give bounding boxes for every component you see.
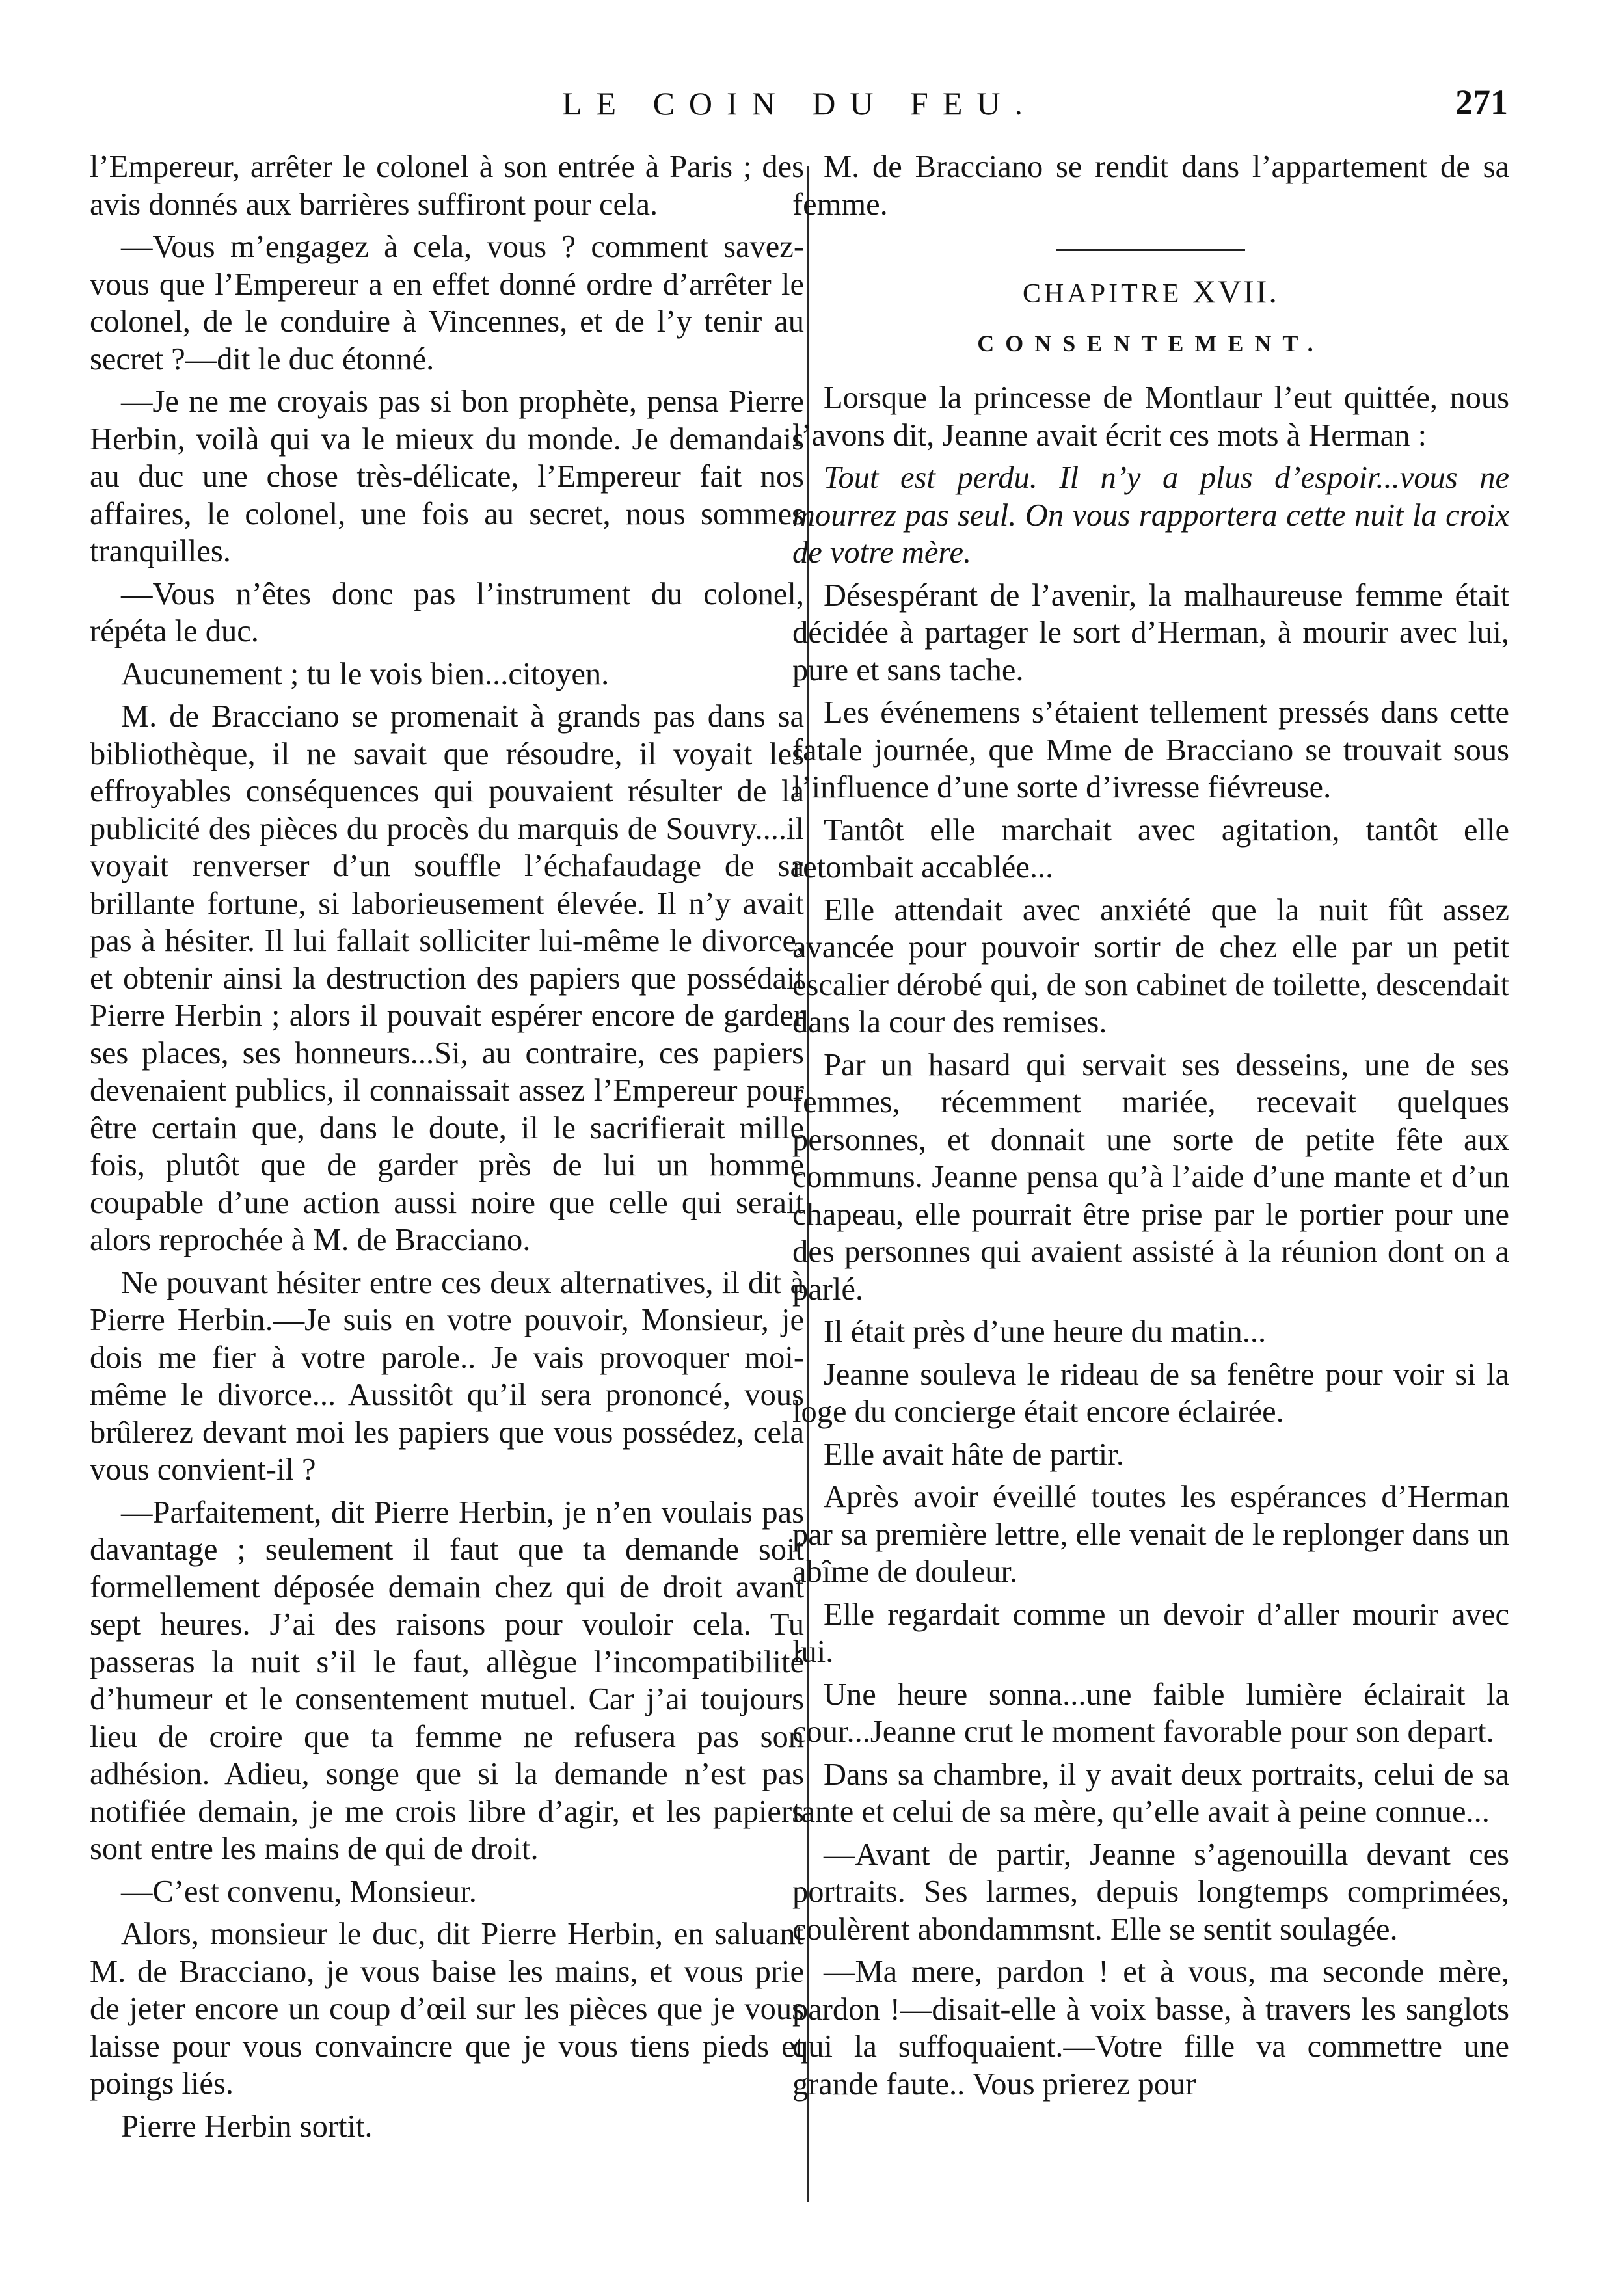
- letter-quote: Tout est perdu. Il n’y a plus d’espoir...vous ne mourrez pas seul. On vous rapportera cette nuit la croix de votre mère.: [792, 461, 1509, 570]
- paragraph: Tantôt elle marchait avec agitation, tantôt elle retombait accablée...: [792, 812, 1509, 885]
- paragraph: M. de Bracciano se rendit dans l’appartement de sa femme.: [792, 150, 1509, 222]
- paragraph: l’Empereur, arrêter le colonel à son entrée à Paris ; des avis donnés aux barrières suffiront pour cela.: [90, 150, 804, 222]
- page-header: [0, 77, 1599, 129]
- paragraph: —C’est convenu, Monsieur.: [121, 1874, 477, 1909]
- left-column: [90, 148, 804, 2150]
- paragraph: Il était près d’une heure du matin...: [824, 1315, 1267, 1349]
- paragraph: —Vous n’êtes donc pas l’instrument du colonel, répéta le duc.: [90, 576, 804, 648]
- paragraph: Alors, monsieur le duc, dit Pierre Herbin, en saluant M. de Bracciano, je vous baise les mains, et vous prie de jeter encore un coup d’œil sur les pièces que je vous laisse pour vous convaincre que je vous tiens pieds et poings liés.: [90, 1917, 804, 2101]
- paragraph: —Parfaitement, dit Pierre Herbin, je n’en voulais pas davantage ; seulement il faut que ta demande soit formellement déposée demain chez qui de droit avant sept heures. J’ai des raisons pour vouloir cela. Tu passeras la nuit s’il le faut, allègue l’incompatibilité d’humeur et le consentement mutuel. Car j’ai toujours lieu de croire que ta femme ne refusera pas son adhésion. Adieu, songe que si la demande n’est pas notifiée demain, je me crois libre d’agir, et les papiers sont entre les mains de qui de droit.: [90, 1495, 804, 1866]
- paragraph: Ne pouvant hésiter entre ces deux alternatives, il dit à Pierre Herbin.—Je suis en votre pouvoir, Monsieur, je dois me fier à votre parole.. Je vais provoquer moi-même le divorce... Aussitôt qu’il sera prononcé, vous brûlerez devant moi les papiers que vous possédez, cela vous convient-il ?: [90, 1265, 804, 1487]
- paragraph: Lorsque la princesse de Montlaur l’eut quittée, nous l’avons dit, Jeanne avait écrit ces mots à Herman :: [792, 380, 1509, 453]
- right-column: [792, 148, 1509, 2108]
- paragraph: Les événemens s’étaient tellement pressés dans cette fatale journée, que Mme de Bracciano se trouvait sous l’influence d’une sorte d’ivresse fiévreuse.: [792, 695, 1509, 805]
- paragraph: —Ma mere, pardon ! et à vous, ma seconde mère, pardon !—disait-elle à voix basse, à travers les sanglots qui la suffoquaient.—Votre fille va commettre une grande faute.. Vous prierez pour: [792, 1955, 1509, 2102]
- paragraph: Elle avait hâte de partir.: [824, 1437, 1124, 1472]
- paragraph: —Je ne me croyais pas si bon prophète, pensa Pierre Herbin, voilà qui va le mieux du monde. Je demandais au duc une chose très-délicate, l’Empereur fait nos affaires, le colonel, une fois au secret, nous sommes tranquilles.: [90, 384, 804, 568]
- paragraph: Elle attendait avec anxiété que la nuit fût assez avancée pour pouvoir sortir de chez elle par un petit escalier dérobé qui, de son cabinet de toilette, descendait dans la cour des remises.: [792, 892, 1509, 1039]
- paragraph: Aucunement ; tu le vois bien...citoyen.: [121, 656, 610, 691]
- paragraph: —Avant de partir, Jeanne s’agenouilla devant ces portraits. Ses larmes, depuis longtemps comprimées, coulèrent abondammsnt. Elle se sentit soulagée.: [792, 1837, 1509, 1947]
- paragraph: —Vous m’engagez à cela, vous ? comment savez-vous que l’Empereur a en effet donné ordre d’arrêter le colonel, de le conduire à Vincennes, et de l’y tenir au secret ?—dit le duc étonné.: [90, 230, 804, 377]
- paragraph: Elle regardait comme un devoir d’aller mourir avec lui.: [792, 1597, 1509, 1669]
- chapter-number: XVII.: [1192, 273, 1279, 310]
- chapter-heading: [792, 273, 1509, 314]
- paragraph: Par un hasard qui servait ses desseins, une de ses femmes, récemment mariée, recevait quelques personnes, et donnait une sorte de petite fête aux communs. Jeanne pensa qu’à l’aide d’une mante et d’un chapeau, elle pourrait être prise par le portier pour une des personnes qui avaient assisté à la réunion dont on a parlé.: [792, 1047, 1509, 1307]
- chapter-separator: [1056, 249, 1245, 251]
- paragraph: Dans sa chambre, il y avait deux portraits, celui de sa tante et celui de sa mère, qu’elle avait à peine connue...: [792, 1757, 1509, 1829]
- page-number: 271: [1455, 83, 1508, 122]
- paragraph: Désespérant de l’avenir, la malhaureuse femme était décidée à partager le sort d’Herman, à mourir avec lui, pure et sans tache.: [792, 578, 1509, 687]
- paragraph: Une heure sonna...une faible lumière éclairait la cour...Jeanne crut le moment favorable pour son depart.: [792, 1677, 1509, 1749]
- paragraph: Pierre Herbin sortit.: [121, 2109, 373, 2144]
- chapter-subtitle: CONSENTEMENT.: [977, 330, 1324, 356]
- chapter-label: CHAPITRE: [1023, 279, 1183, 309]
- paragraph: Après avoir éveillé toutes les espérances d’Herman par sa première lettre, elle venait de le replonger dans un abîme de douleur.: [792, 1480, 1509, 1589]
- paragraph: Jeanne souleva le rideau de sa fenêtre pour voir si la loge du concierge était encore éclairée.: [792, 1357, 1509, 1429]
- paragraph: M. de Bracciano se promenait à grands pas dans sa bibliothèque, il ne savait que résoudre, il voyait les effroyables conséquences qui pouvaient résulter de la publicité des pièces du procès du marquis de Souvry....il voyait renverser d’un souffle l’échafaudage de sa brillante fortune, si laborieusement élevée. Il n’y avait pas à hésiter. Il lui fallait solliciter lui-même le divorce, et obtenir ainsi la destruction des papiers que possédait Pierre Herbin ; alors il pouvait espérer encore de garder ses places, ses honneurs...Si, au contraire, ces papiers devenaient publics, il connaissait assez l’Empereur pour être certain que, dans le doute, il le sacrifierait mille fois, plutôt que de garder près de lui un homme coupable d’une action aussi noire que celle qui serait alors reprochée à M. de Bracciano.: [90, 699, 804, 1257]
- running-title: LE COIN DU FEU.: [562, 85, 1037, 122]
